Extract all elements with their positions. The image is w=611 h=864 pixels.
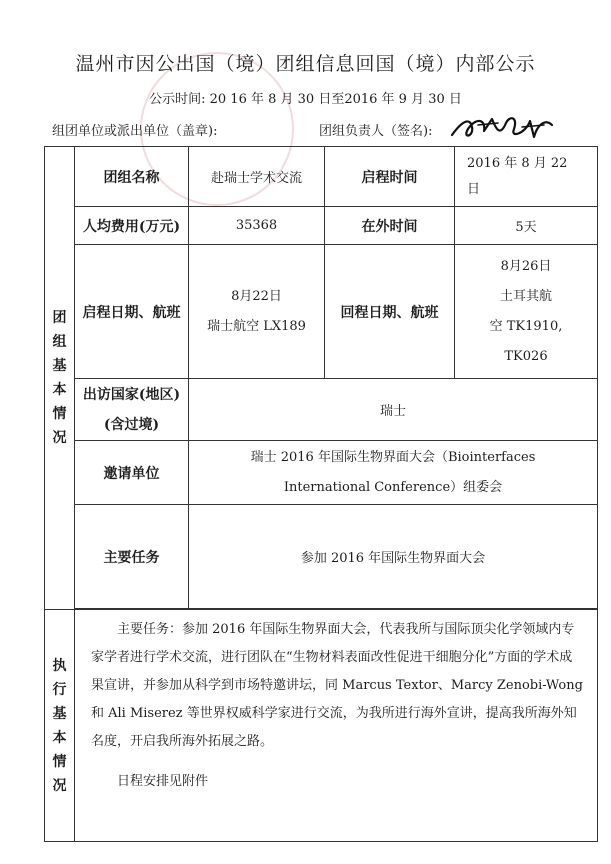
row-task [45, 505, 598, 609]
group-name-label: 团组名称 [75, 147, 189, 207]
row-flights [45, 245, 598, 379]
section-execution-label: 执 行 基 本 情 况 [45, 610, 75, 842]
execution-text: 主要任务：参加 2016 年国际生物界面大会，代表我所与国际顶尖化学领域内专家学者进行学术交流，进行团队在“生物材料表面改性促进干细胞分化”方面的学术成果宣讲，并参加从科学到市场特邀讲坛，同 Marcus Textor、Marcy Zenobi-Wong 和 Ali Miserez 等世界权威科学家进行交流，为我所进行海外宣讲，提高我所海外知名度，开启我所海外拓展之路。 [91, 622, 583, 749]
depart-time-value: 2016 年 8 月 22 日 [455, 147, 598, 207]
row-cost [45, 207, 598, 245]
abroad-time-value: 5天 [455, 207, 598, 245]
info-form-table [44, 146, 598, 842]
depart-flight-value: 8月22日 瑞士航空 LX189 [189, 245, 325, 379]
depart-time-label: 启程时间 [325, 147, 455, 207]
schedule-note: 日程安排见附件 [117, 774, 209, 789]
execution-details [75, 610, 598, 842]
cost-value: 35368 [189, 207, 325, 245]
row-inviter [45, 441, 598, 505]
task-value: 参加 2016 年国际生物界面大会 [189, 505, 598, 609]
org-unit-label: 组团单位或派出单位（盖章): [52, 124, 218, 139]
leader-label: 团组负责人（签名): [319, 124, 433, 139]
group-name-value: 赴瑞士学术交流 [189, 147, 325, 207]
handwritten-signature [448, 111, 558, 143]
inviter-value: 瑞士 2016 年国际生物界面大会（Biointerfaces International Conference）组委会 [189, 441, 598, 505]
return-flight-value: 8月26日 土耳其航 空 TK1910, TK026 [455, 245, 598, 379]
announcement-period: 公示时间: 20 16 年 8 月 30 日至2016 年 9 月 30 日 [149, 92, 462, 107]
depart-flight-label: 启程日期、航班 [75, 245, 189, 379]
return-flight-label: 回程日期、航班 [325, 245, 455, 379]
row-execution [45, 610, 598, 842]
inviter-label: 邀请单位 [75, 441, 189, 505]
section-basic-info-label: 团 组 基 本 情 况 [45, 147, 75, 610]
countries-label: 出访国家(地区) (含过境) [75, 379, 189, 441]
abroad-time-label: 在外时间 [325, 207, 455, 245]
row-countries [45, 379, 598, 441]
row-group-name [45, 147, 598, 207]
task-label: 主要任务 [75, 505, 189, 609]
page-title: 温州市因公出国（境）团组信息回国（境）内部公示 [75, 53, 536, 75]
countries-value: 瑞士 [189, 379, 598, 441]
cost-label: 人均费用(万元) [75, 207, 189, 245]
